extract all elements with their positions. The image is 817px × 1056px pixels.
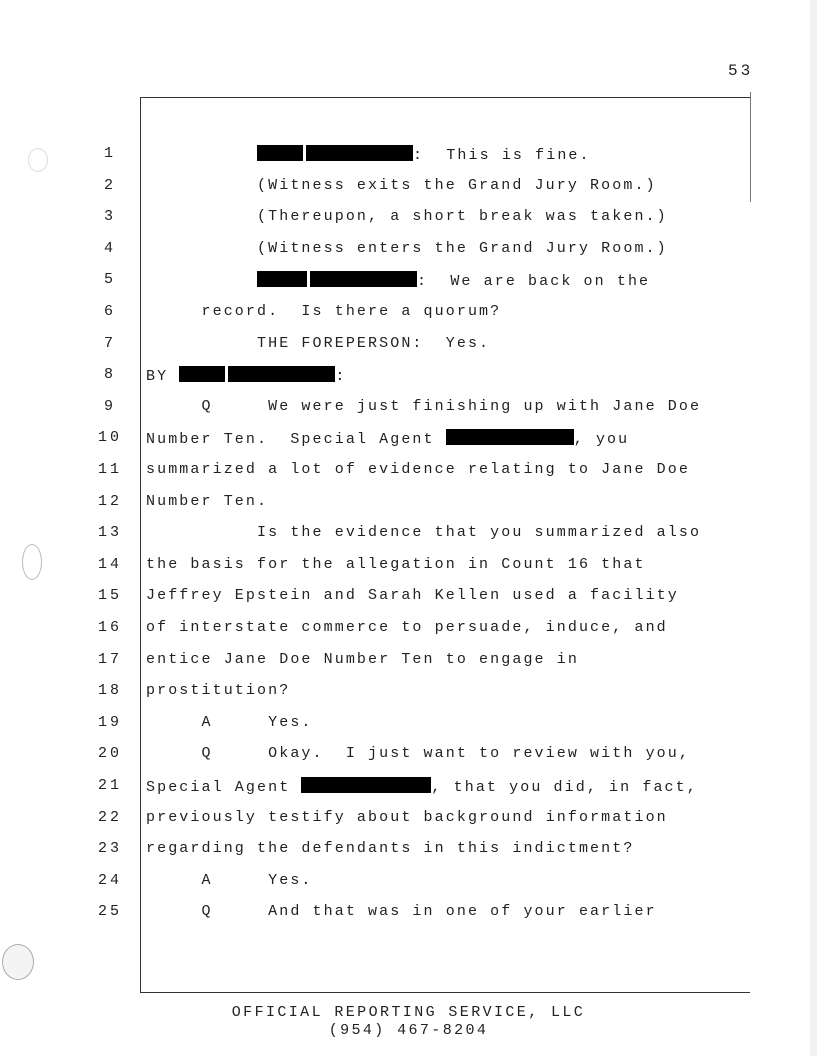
transcript-line <box>146 903 657 920</box>
transcript-line <box>146 493 268 510</box>
line-number: 3 <box>103 208 116 226</box>
redaction-gap <box>307 271 310 287</box>
line-number: 7 <box>103 334 116 352</box>
binder-hole-mark-bottom <box>2 944 34 980</box>
transcript-text-segment: A Yes. <box>146 713 313 731</box>
transcript-line <box>146 809 668 826</box>
transcript-line <box>146 556 646 573</box>
transcript-text-segment <box>146 273 257 290</box>
transcript-text-segment: Is the evidence that you summarized also <box>146 524 702 542</box>
line-number: 19 <box>97 713 122 731</box>
binder-hole-mark-middle <box>22 544 42 580</box>
transcript-frame-left-rule <box>140 97 141 993</box>
transcript-text-segment: Q And that was in one of your earlier <box>146 903 657 921</box>
line-number: 14 <box>97 555 122 573</box>
transcript-text-segment: Q We were just finishing up with Jane Doe <box>146 397 702 415</box>
transcript-text-segment: A Yes. <box>146 871 313 889</box>
line-number: 23 <box>97 840 122 858</box>
redaction-gap <box>225 366 228 382</box>
transcript-text-segment: regarding the defendants in this indictment? <box>146 840 635 858</box>
transcript-text-segment: entice Jane Doe Number Ten to engage in <box>146 650 579 668</box>
line-number: 15 <box>97 587 122 605</box>
footer-company: OFFICIAL REPORTING SERVICE, LLC <box>231 1004 586 1021</box>
line-number: 17 <box>97 650 122 668</box>
transcript-text-segment: : This is fine. <box>413 147 591 164</box>
line-number: 2 <box>103 176 116 194</box>
redaction-bar <box>257 271 417 287</box>
line-number: 4 <box>103 239 116 257</box>
line-number: 10 <box>97 429 122 447</box>
transcript-line <box>146 777 698 796</box>
transcript-frame-bottom-rule <box>140 992 750 993</box>
transcript-line <box>146 872 313 889</box>
transcript-line <box>146 398 701 415</box>
transcript-text-segment: the basis for the allegation in Count 16 that <box>146 555 646 573</box>
transcript-line <box>146 840 634 857</box>
redaction-bar <box>301 777 431 793</box>
transcript-line <box>146 208 668 225</box>
transcript-line <box>146 177 657 194</box>
transcript-text-segment: record. Is there a quorum? <box>146 303 502 320</box>
transcript-text-segment: Number Ten. Special Agent <box>146 431 446 449</box>
redaction-bar <box>179 366 335 382</box>
line-number: 25 <box>97 903 122 921</box>
transcript-text-segment: summarized a lot of evidence relating to Jane Doe <box>146 461 690 478</box>
line-number: 24 <box>97 871 122 889</box>
transcript-text-segment: THE FOREPERSON: Yes. <box>146 334 491 352</box>
line-number: 22 <box>97 808 122 826</box>
binder-hole-mark-top <box>28 148 48 172</box>
line-number: 16 <box>97 619 122 636</box>
transcript-text-segment: , you <box>573 431 630 449</box>
transcript-line <box>146 745 690 762</box>
transcript-text-segment: Number Ten. <box>146 492 269 510</box>
transcript-line <box>146 714 313 731</box>
transcript-line <box>146 303 501 320</box>
transcript-text-segment: Special Agent <box>146 779 302 796</box>
page-edge-shadow <box>810 0 817 1056</box>
transcript-line <box>146 461 690 478</box>
transcript-line <box>146 335 490 352</box>
redaction-gap <box>303 145 306 161</box>
line-number: 6 <box>103 303 116 320</box>
transcript-text-segment: BY <box>146 368 180 386</box>
footer-phone: (954) 467-8204 <box>328 1022 489 1039</box>
transcript-frame-top-rule <box>140 97 750 98</box>
transcript-text-segment: (Witness enters the Grand Jury Room.) <box>146 239 668 257</box>
transcript-text-segment <box>146 147 257 164</box>
transcript-line <box>146 429 629 448</box>
line-number: 8 <box>103 366 116 384</box>
transcript-text-segment: prostitution? <box>146 682 291 700</box>
transcript-text-segment: Q Okay. I just want to review with you, <box>146 745 690 763</box>
line-number: 18 <box>97 682 122 700</box>
line-number: 13 <box>97 524 122 542</box>
line-number: 12 <box>97 492 122 510</box>
transcript-text-segment: (Thereupon, a short break was taken.) <box>146 208 668 226</box>
transcript-line <box>146 651 579 668</box>
transcript-line <box>146 682 290 699</box>
redaction-bar <box>446 429 574 445</box>
line-number: 11 <box>97 461 122 478</box>
line-number: 9 <box>103 397 116 415</box>
page-number: 53 <box>728 62 754 80</box>
transcript-text-segment: of interstate commerce to persuade, induce, and <box>146 619 668 636</box>
transcript-line <box>146 366 346 385</box>
transcript-line <box>146 587 679 604</box>
transcript-line <box>146 240 668 257</box>
transcript-line <box>146 524 701 541</box>
line-number: 1 <box>103 145 116 162</box>
transcript-text-segment: , that you did, in fact, <box>431 779 698 796</box>
transcript-text-segment: : <box>335 368 347 386</box>
line-number: 20 <box>97 745 122 763</box>
transcript-text-segment: previously testify about background information <box>146 808 668 826</box>
transcript-line <box>146 619 668 636</box>
line-number: 21 <box>97 777 122 794</box>
transcript-text-segment: (Witness exits the Grand Jury Room.) <box>146 176 657 194</box>
transcript-line <box>146 145 591 164</box>
redaction-bar <box>257 145 413 161</box>
transcript-text-segment: Jeffrey Epstein and Sarah Kellen used a facility <box>146 587 679 605</box>
line-number: 5 <box>103 271 116 289</box>
transcript-text-segment: : We are back on the <box>417 273 651 291</box>
transcript-frame-right-rule <box>750 92 751 202</box>
transcript-line <box>146 271 650 290</box>
